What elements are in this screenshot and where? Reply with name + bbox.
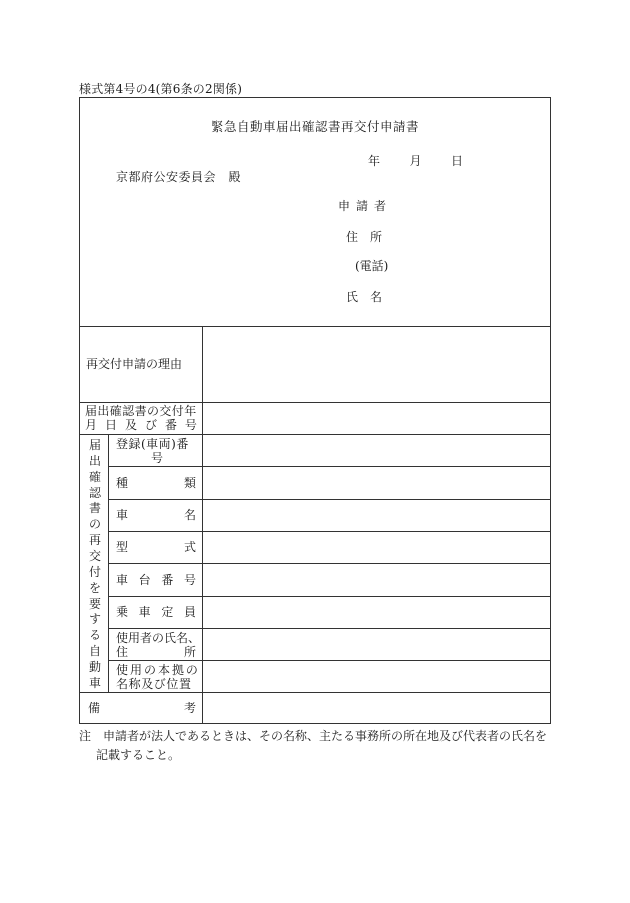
date-month-label: 月 [409, 154, 422, 168]
reason-label: 再交付申請の理由 [86, 357, 183, 371]
confirm-date-label-line2: 月 日 及 び 番 号 [85, 418, 197, 432]
seating-capacity-label: 乗 車 定 員 [116, 605, 196, 619]
footnote-line1: 注 申請者が法人であるときは、その名称、主たる事務所の所在地及び代表者の氏名を [79, 729, 548, 743]
model-field[interactable] [204, 533, 548, 562]
base-location-field[interactable] [204, 662, 548, 691]
model-label: 型 式 [116, 540, 196, 554]
user-name-address-label-line1: 使用者の氏名、 [116, 631, 201, 645]
kind-label: 種 類 [116, 476, 196, 490]
applicant-name-label: 氏名 [346, 290, 395, 304]
header-divider [80, 326, 550, 327]
rule-capacity [108, 628, 550, 629]
chassis-number-label: 車 台 番 号 [116, 573, 196, 587]
vehicle-group-char: 出 [88, 453, 101, 468]
vehicle-group-char: 届 [88, 438, 101, 452]
date-year-label: 年 [368, 154, 381, 168]
vehicle-group-label [84, 438, 106, 690]
registration-number-field[interactable] [204, 436, 548, 465]
rule-chassis [108, 596, 550, 597]
vehicle-group-char: 車 [88, 675, 101, 690]
applicant-address-label: 住所 [346, 230, 395, 244]
confirm-date-label-line1: 届出確認書の交付年 [85, 404, 197, 418]
rule-confirm-date [80, 434, 550, 435]
application-form-frame [79, 97, 551, 724]
vehicle-group-char: 付 [88, 564, 101, 579]
rule-user [108, 660, 550, 661]
form-number-label: 様式第4号の4(第6条の2関係) [79, 82, 243, 96]
car-name-field[interactable] [204, 501, 548, 530]
vehicle-group-char: 交 [88, 549, 101, 564]
remarks-label: 備 考 [88, 701, 196, 715]
vehicle-group-char: る [88, 628, 101, 643]
applicant-label: 申請者 [338, 199, 393, 213]
footnote-line2: 記載すること。 [96, 748, 181, 762]
group-column-divider [108, 434, 109, 692]
user-name-address-field[interactable] [204, 630, 548, 659]
vehicle-group-char: 再 [88, 533, 101, 548]
vehicle-group-char: の [88, 517, 101, 532]
seating-capacity-field[interactable] [204, 598, 548, 627]
addressee: 京都府公安委員会 殿 [116, 170, 242, 184]
registration-number-label-line1: 登録(車両)番 [116, 437, 189, 451]
vehicle-group-char: 自 [88, 644, 101, 659]
form-title: 緊急自動車届出確認書再交付申請書 [210, 119, 419, 134]
vehicle-group-char: 書 [88, 501, 101, 516]
label-column-divider [202, 326, 203, 723]
rule-kind [108, 499, 550, 500]
kind-field[interactable] [204, 468, 548, 498]
rule-reg [108, 466, 550, 467]
vehicle-group-char: 要 [88, 596, 101, 611]
confirm-date-field[interactable] [204, 404, 548, 433]
applicant-phone-label: (電話) [355, 259, 389, 273]
remarks-field[interactable] [204, 694, 548, 722]
vehicle-group-char: を [88, 580, 101, 595]
vehicle-group-char: 動 [88, 660, 101, 675]
base-location-label-line2: 名称及び位置 [116, 677, 192, 691]
rule-model [108, 563, 550, 564]
vehicle-group-char: す [88, 612, 101, 627]
base-location-label-line1: 使 用 の 本 拠 の [116, 663, 198, 677]
rule-car-name [108, 531, 550, 532]
user-name-address-label-line2: 住 所 [116, 645, 196, 659]
vehicle-group-char: 確 [88, 469, 101, 484]
registration-number-label-line2: 号 [150, 451, 163, 465]
vehicle-group-char: 認 [88, 485, 101, 500]
date-line [368, 153, 463, 169]
reason-field[interactable] [204, 328, 548, 400]
date-day-label: 日 [450, 154, 463, 168]
car-name-label: 車 名 [116, 508, 196, 522]
rule-base [80, 692, 550, 693]
chassis-number-field[interactable] [204, 565, 548, 595]
